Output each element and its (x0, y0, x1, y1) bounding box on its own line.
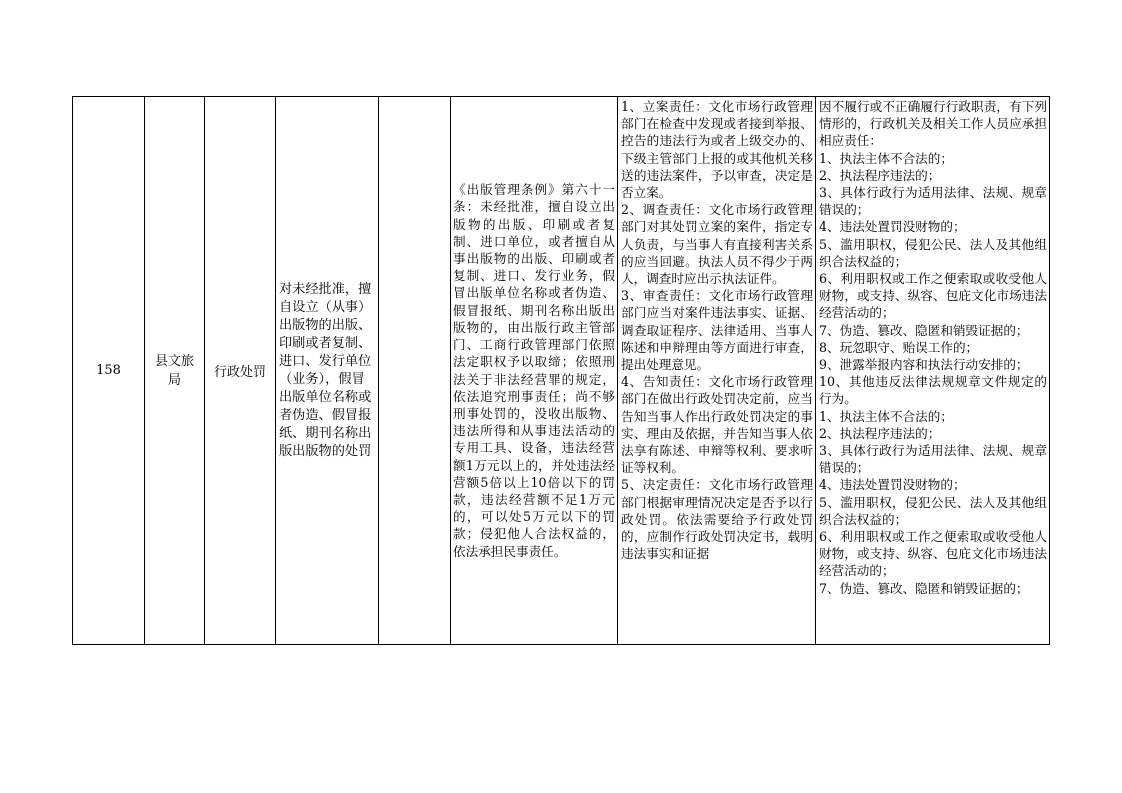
legal-basis-cell (451, 97, 618, 644)
accountability-item: 2、执法程序违法的； (819, 425, 941, 441)
row-number: 158 (96, 363, 121, 378)
accountability-item: 5、滥用职权，侵犯公民、法人及其他组织合法权益的； (819, 236, 1047, 269)
accountability-item: 6、利用职权或工作之便索取或收受他人财物，或支持、纵容、包庇文化市场违法经营活动的； (819, 271, 1047, 321)
accountability-item: 3、具体行政行为适用法律、法规、规章错误的； (819, 185, 1047, 218)
accountability-item: 6、利用职权或工作之便索取或收受他人财物，或支持、纵容、包庇文化市场违法经营活动的； (819, 529, 1047, 579)
responsibility-item: 1、立案责任：文化市场行政管理部门在检查中发现或者接到举报、控告的违法行为或者上级交办的、下级主管部门上报的或其他机关移送的违法案件，予以审查，决定是否立案。 (621, 99, 813, 201)
responsibility-item: 4、告知责任：文化市场行政管理部门在做出行政处罚决定前，应当告知当事人作出行政处罚决定的事实、理由及依据，并告知当事人依法享有陈述、申辩等权利、要求听证等权利。 (621, 374, 813, 476)
accountability-item: 2、执法程序违法的； (819, 167, 941, 183)
power-category: 行政处罚 (213, 365, 266, 380)
department-name: 县文旅局 (154, 353, 194, 388)
power-list-table (72, 96, 1050, 645)
accountability-item: 9、泄露举报内容和执法行动安排的； (819, 357, 1029, 373)
responsibility-item: 2、调查责任：文化市场行政管理部门对其处罚立案的案件，指定专人负责，与当事人有直接利害关系的应当回避。执法人员不得少于两人，调查时应出示执法证件。 (621, 202, 813, 287)
department-cell (145, 97, 205, 644)
category-cell (205, 97, 276, 644)
item-name: 对未经批准，擅自设立（从事）出版物的出版、印刷或者复制、进口、发行单位（业务），假冒出版单位名称或者伪造、假冒报纸、期刊名称出版出版物的处罚 (279, 281, 372, 459)
accountability-item: 7、伪造、篡改、隐匿和销毁证据的； (819, 580, 1029, 596)
accountability-cell (816, 97, 1049, 644)
item-name-cell (276, 97, 379, 644)
accountability-intro: 因不履行或不正确履行行政职责，有下列情形的，行政机关及相关工作人员应承担相应责任： (819, 99, 1047, 149)
accountability-item: 8、玩忽职守、贻误工作的； (819, 339, 979, 355)
accountability-list (816, 97, 1049, 597)
responsibility-item: 5、决定责任：文化市场行政管理部门根据审理情况决定是否予以行政处罚。依法需要给予行政处罚的，应制作行政处罚决定书，载明违法事实和证据 (621, 477, 813, 562)
accountability-item: 3、具体行政行为适用法律、法规、规章错误的； (819, 443, 1047, 476)
accountability-item: 4、违法处置罚没财物的； (819, 219, 966, 235)
responsibility-cell (618, 97, 816, 644)
responsibility-item: 3、审查责任：文化市场行政管理部门应当对案件违法事实、证据、调查取证程序、法律适用、当事人陈述和申辩理由等方面进行审查，提出处理意见。 (621, 288, 813, 373)
legal-basis-text: 《出版管理条例》第六十一条：未经批准，擅自设立出版物的出版、印刷或者复制、进口单位，或者擅自从事出版物的出版、印刷或者复制、进口、发行业务，假冒出版单位名称或者伪造、假冒报纸、期刊名称出版出版物的，由出版行政主管部门、工商行政管理部门依照法定职权予以取缔；依照刑法关于非法经营罪的规定，依法追究刑事责任；尚不够刑事处罚的，没收出版物、违法所得和从事违法活动的专用工具、设备，违法经营额1万元以上的，并处违法经营额5倍以上10倍以下的罚款，违法经营额不足1万元的，可以处5万元以下的罚款；侵犯他人合法权益的，依法承担民事责任。 (453, 182, 615, 559)
responsibility-list (618, 97, 815, 562)
accountability-item: 1、执法主体不合法的； (819, 408, 953, 424)
accountability-item: 5、滥用职权，侵犯公民、法人及其他组织合法权益的； (819, 494, 1047, 527)
accountability-item: 10、其他违反法律法规规章文件规定的行为。 (819, 374, 1047, 407)
subitem-cell (379, 97, 451, 644)
row-number-cell (73, 97, 145, 644)
accountability-item: 7、伪造、篡改、隐匿和销毁证据的； (819, 322, 1029, 338)
accountability-item: 1、执法主体不合法的； (819, 150, 953, 166)
accountability-item: 4、违法处置罚没财物的； (819, 477, 966, 493)
